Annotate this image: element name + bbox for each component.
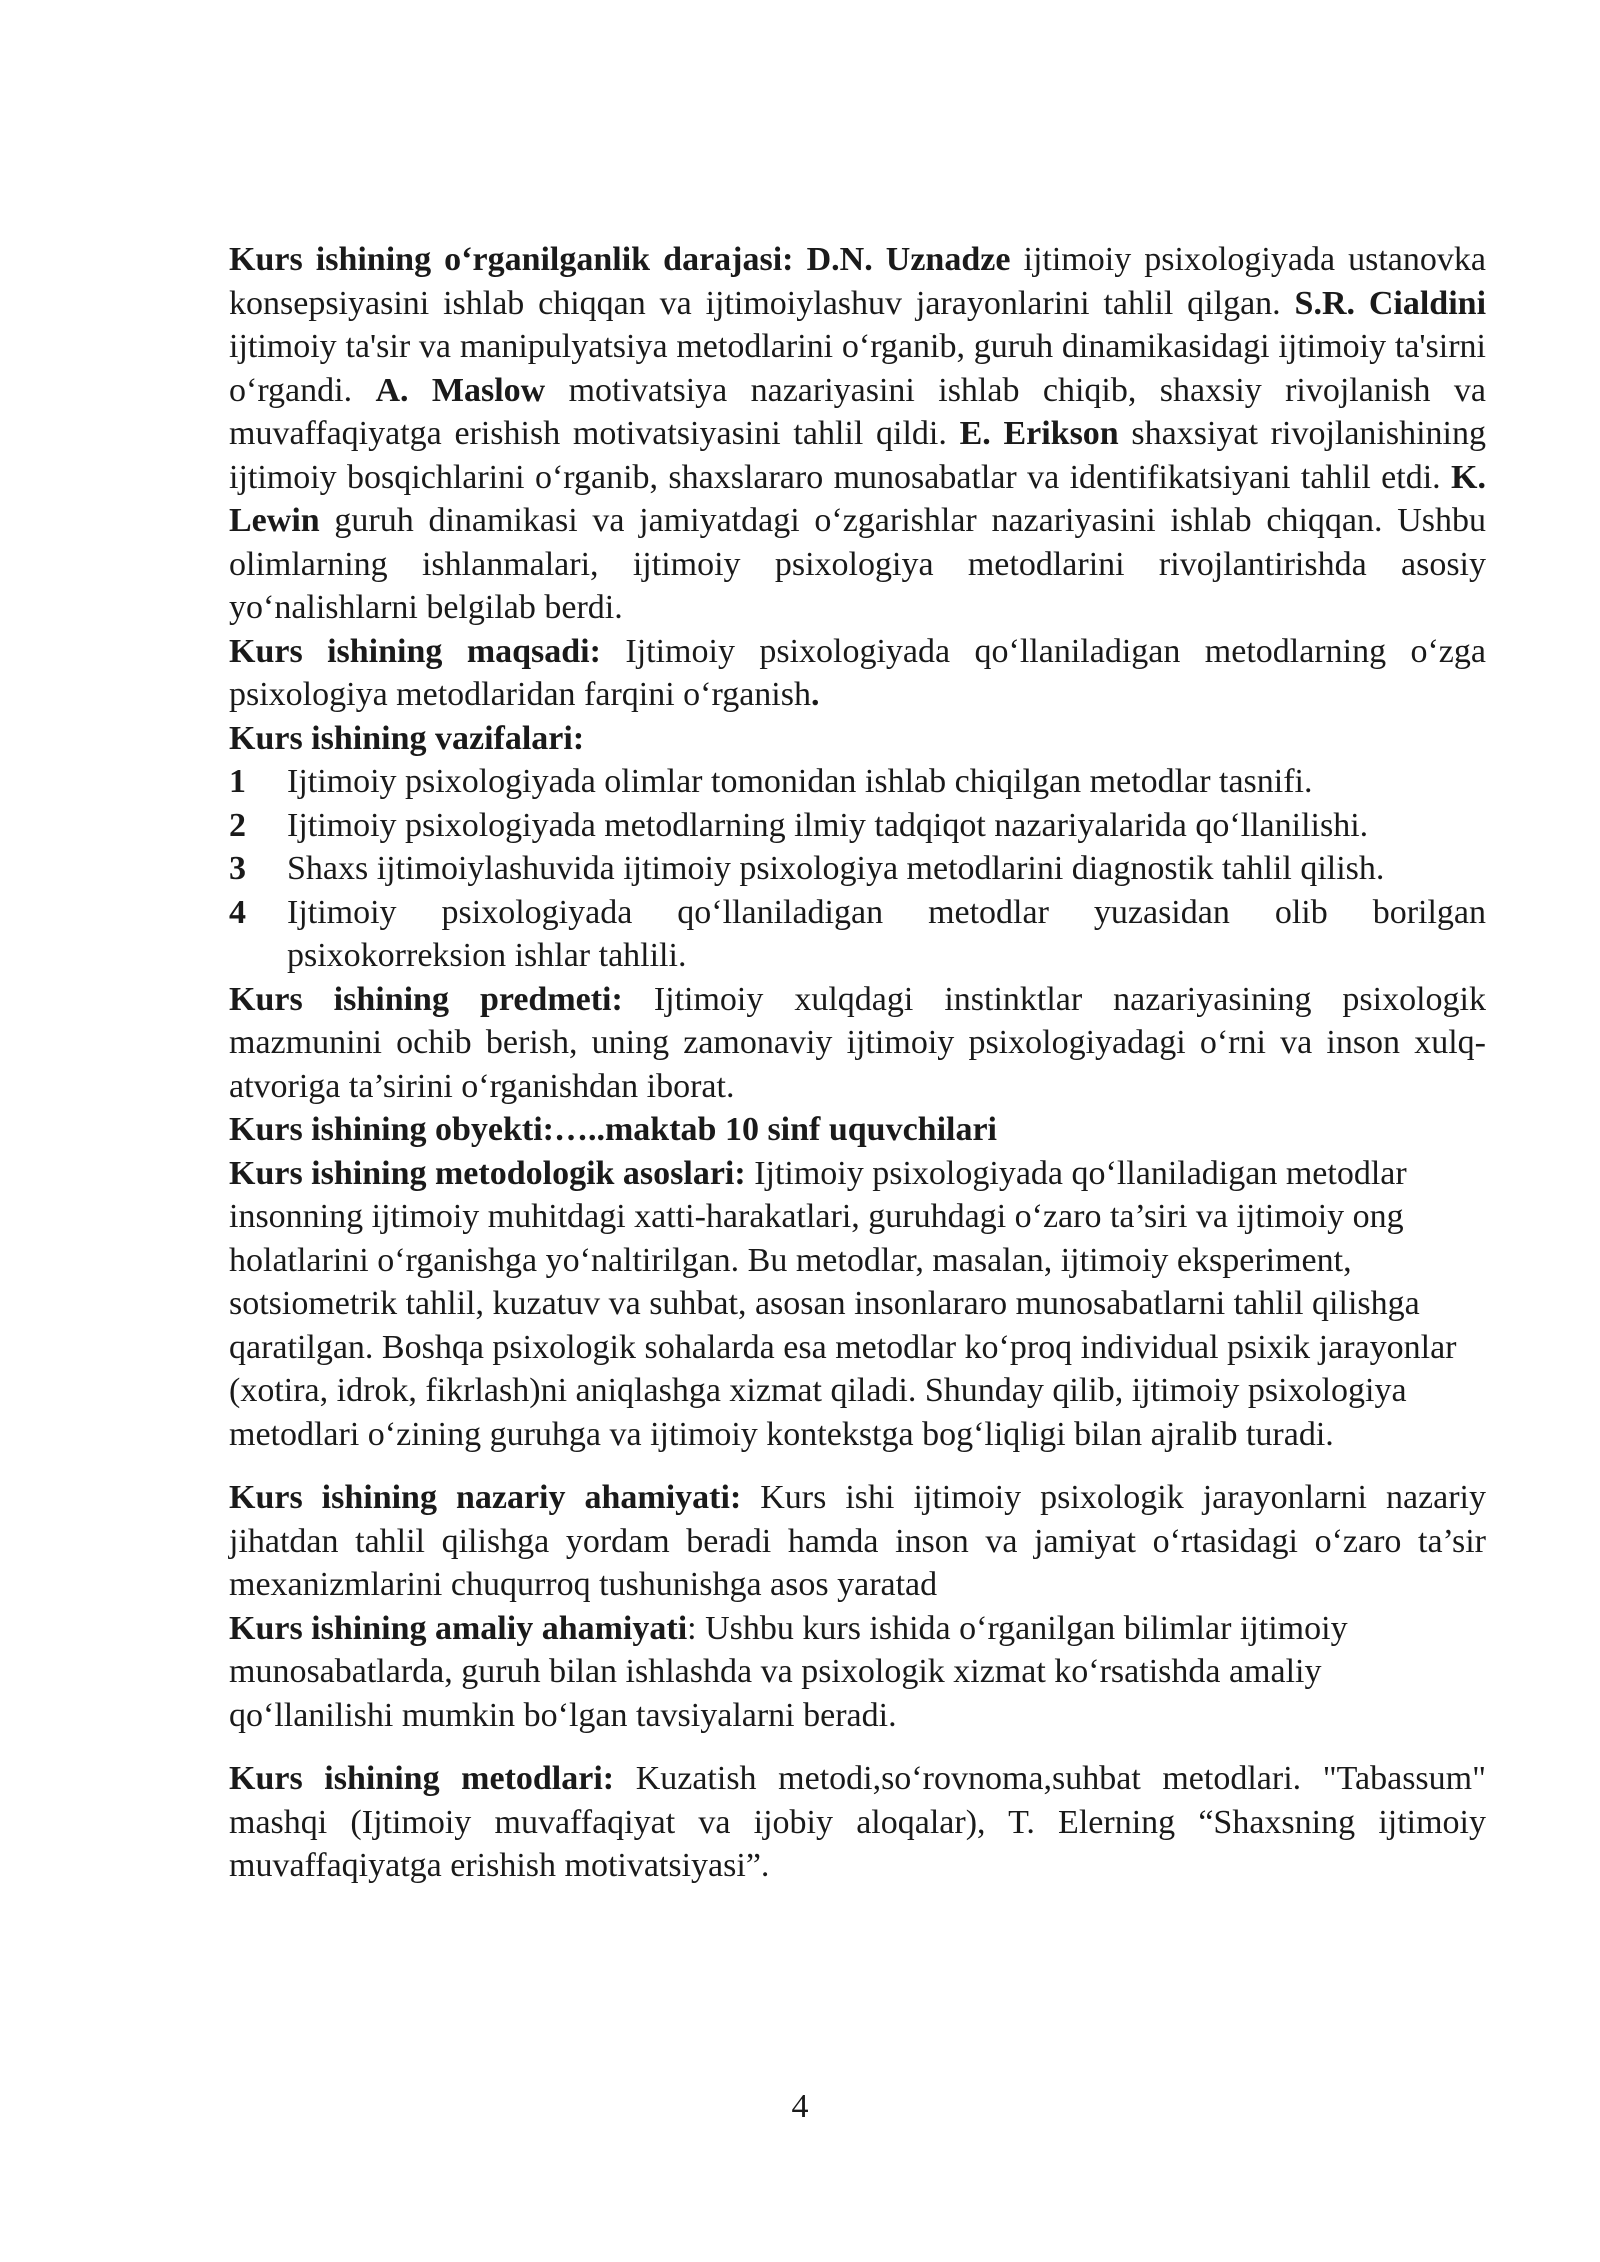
scholar-cialdini: S.R. Cialdini — [1294, 284, 1487, 322]
scholar-lewin: K. Lewin — [229, 458, 1486, 539]
uznadze-text: ijtimoiy psixologiyada ustanovka konsepsiyasini ishlab chiqqan va ijtimoiylashuv jarayonlarini tahlil qilgan. — [229, 241, 1486, 322]
maslow-text: motivatsiya nazariyasini ishlab chiqib, shaxsiy rivojlanish va muvaffaqiyatga erishish motivatsiyasini tahlil qildi. — [229, 371, 1486, 452]
scholar-erikson: E. Erikson — [959, 415, 1119, 452]
object-label: Kurs ishining obyekti:…..maktab 10 sinf uquvchilari — [229, 1111, 998, 1148]
paragraph-subject — [229, 978, 1486, 1109]
methods-text: Kuzatish metodi,so‘rovnoma,suhbat metodlari. "Tabassum" mashqi (Ijtimoiy muvaffaqiyat va ijobiy aloqalar), T. Elerning “Shaxsning ijtimoiy muvaffaqiyatga erishish motivatsiyasi”. — [229, 1760, 1486, 1884]
paragraph-research-degree — [229, 238, 1486, 630]
paragraph-methodology — [229, 1152, 1486, 1457]
task-number: 1 — [229, 763, 246, 800]
lewin-text: guruh dinamikasi va jamiyatdagi o‘zgarishlar nazariyasini ishlab chiqqan. Ushbu olimlarning ishlanmalari, ijtimoiy psixologiya metodlarini rivojlantirishda asosiy yo‘nalishlarni belgilab berdi. — [229, 502, 1486, 626]
task-text: Ijtimoiy psixologiyada qo‘llaniladigan metodlar yuzasidan olib borilgan psixokorreksion ishlar tahlili. — [287, 893, 1486, 974]
research-degree-label: Kurs ishining o‘rganilganlik darajasi: — [229, 241, 794, 278]
goal-text: Ijtimoiy psixologiyada qo‘llaniladigan metodlarning o‘zga psixologiya metodlaridan farqini o‘rganish — [229, 632, 1486, 713]
paragraph-theoretical — [229, 1476, 1486, 1607]
subject-label: Kurs ishining predmeti: — [229, 980, 623, 1018]
tasks-label: Kurs ishining vazifalari: — [229, 719, 585, 757]
task-number: 3 — [229, 850, 246, 887]
scholar-uznadze: D.N. Uznadze — [806, 241, 1011, 278]
tasks-heading — [229, 717, 1486, 761]
task-text: Ijtimoiy psixologiyada metodlarning ilmiy tadqiqot nazariyalarida qo‘llanilishi. — [287, 806, 1369, 844]
list-item — [229, 891, 1486, 978]
methods-label: Kurs ishining metodlari: — [229, 1760, 615, 1797]
paragraph-goal — [229, 630, 1486, 717]
theoretical-text: Kurs ishi ijtimoiy psixologik jarayonlarni nazariy jihatdan tahlil qilishga yordam beradi hamda inson va jamiyat o‘rtasidagi o‘zaro ta’sir mexanizmlarini chuqurroq tushunishga asos yaratad — [229, 1479, 1487, 1603]
paragraph-methods — [229, 1757, 1486, 1888]
subject-text: Ijtimoiy xulqdagi instinktlar nazariyasining psixologik mazmunini ochib berish, uning zamonaviy ijtimoiy psixologiyadagi o‘rni va inson xulq-atvoriga ta’sirini o‘rganishdan iborat. — [229, 980, 1486, 1105]
document-page — [229, 238, 1486, 1888]
theoretical-label: Kurs ishining nazariy ahamiyati: — [229, 1479, 742, 1516]
cialdini-text: ijtimoiy ta'sir va manipulyatsiya metodlarini o‘rganib, guruh dinamikasidagi ijtimoiy ta'sirni o‘rgandi. — [229, 328, 1486, 409]
erikson-text: shaxsiyat rivojlanishining ijtimoiy bosqichlarini o‘rganib, shaxslararo munosabatlar va identifikatsiyani tahlil etdi. — [229, 415, 1487, 496]
list-item — [229, 804, 1486, 848]
practical-text: : Ushbu kurs ishida o‘rganilgan bilimlar ijtimoiy munosabatlarda, guruh bilan ishlashda va psixologik xizmat ko‘rsatishda amaliy qo‘llanilishi mumkin bo‘lgan tavsiyalarni beradi. — [229, 1609, 1348, 1734]
methodology-text: Ijtimoiy psixologiyada qo‘llaniladigan metodlar insonning ijtimoiy muhitdagi xatti-harakatlari, guruhdagi o‘zaro ta’siri va ijtimoiy ong holatlarini o‘rganishga yo‘naltirilgan. Bu metodlar, masalan, ijtimoiy eksperiment, sotsiometrik tahlil, kuzatuv va suhbat, asosan insonlararo munosabatlarni tahlil qilishga qaratilgan. Boshqa psixologik sohalarda esa metodlar ko‘proq individual psixik jarayonlar (xotira, idrok, fikrlash)ni aniqlashga xizmat qiladi. Shunday qilib, ijtimoiy psixologiya metodlari o‘zining guruhga va ijtimoiy kontekstga bog‘liqligi bilan ajralib turadi. — [229, 1154, 1457, 1453]
tasks-list — [229, 760, 1486, 978]
list-item — [229, 760, 1486, 804]
task-text: Shaxs ijtimoiylashuvida ijtimoiy psixologiya metodlarini diagnostik tahlil qilish. — [287, 850, 1385, 887]
scholar-maslow: A. Maslow — [375, 371, 546, 409]
goal-label: Kurs ishining maqsadi: — [229, 632, 601, 670]
task-number: 2 — [229, 806, 246, 844]
methodology-label: Kurs ishining metodologik asoslari: — [229, 1154, 746, 1192]
paragraph-object — [229, 1108, 1486, 1152]
list-item — [229, 847, 1486, 891]
task-text: Ijtimoiy psixologiyada olimlar tomonidan ishlab chiqilgan metodlar tasnifi. — [287, 763, 1313, 800]
task-number: 4 — [229, 893, 246, 931]
paragraph-practical — [229, 1607, 1486, 1738]
practical-label: Kurs ishining amaliy ahamiyati — [229, 1609, 688, 1647]
page-number: 4 — [791, 2088, 809, 2125]
goal-dot: . — [810, 676, 820, 713]
